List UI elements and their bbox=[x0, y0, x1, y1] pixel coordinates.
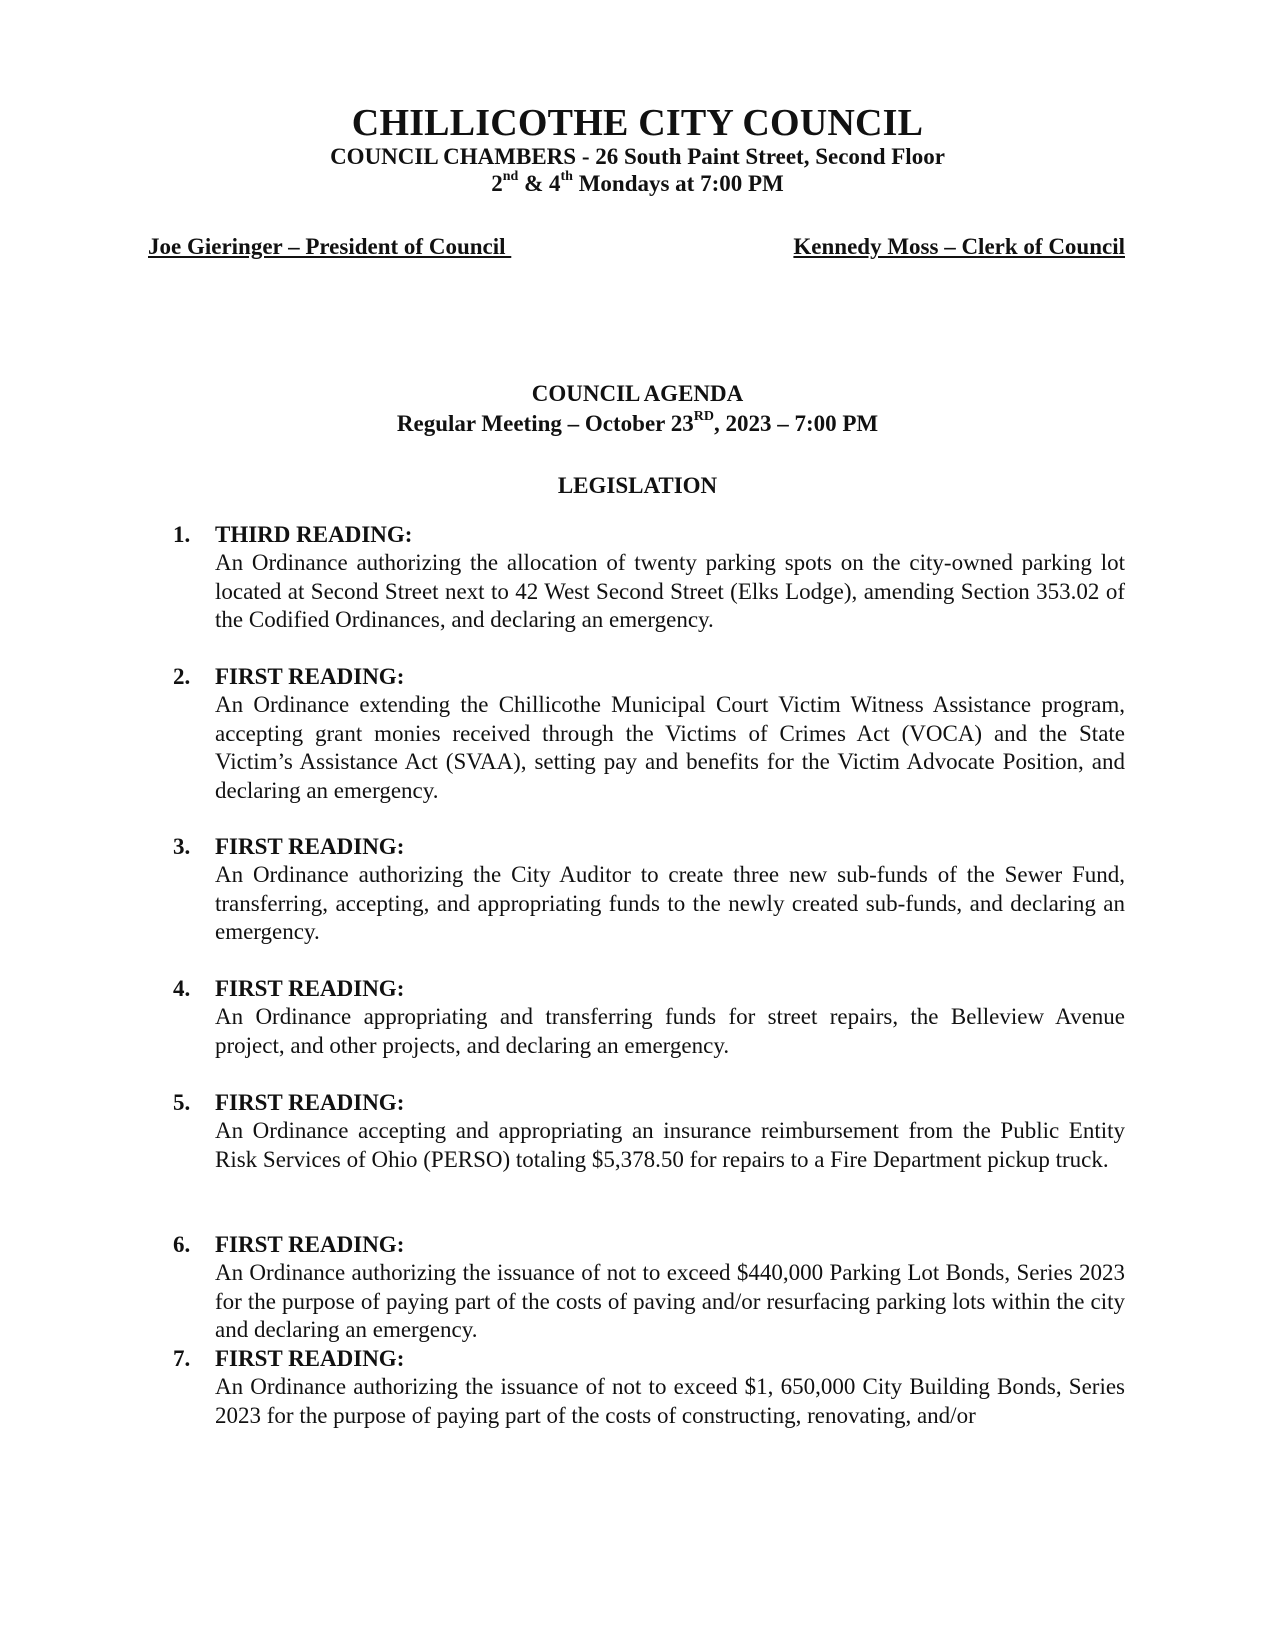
legislation-item-number: 3. bbox=[173, 834, 191, 859]
legislation-item bbox=[173, 975, 1125, 1060]
legislation-item-heading bbox=[173, 663, 1125, 691]
legislation-item-text: An Ordinance authorizing the City Auditor to create three new sub-funds of the Sewer Fund, transferring, accepting, and appropriating funds to the newly created sub-funds, and declaring an emergency. bbox=[215, 862, 1125, 944]
legislation-item bbox=[173, 521, 1125, 635]
legislation-item-reading: FIRST READING: bbox=[215, 834, 405, 859]
legislation-item-heading bbox=[173, 975, 1125, 1003]
legislation-item-text: An Ordinance authorizing the issuance of not to exceed $1, 650,000 City Building Bonds, Series 2023 for the purpose of paying part of the costs of constructing, renovating, and/or bbox=[215, 1374, 1125, 1428]
legislation-item-text: An Ordinance authorizing the issuance of not to exceed $440,000 Parking Lot Bonds, Series 2023 for the purpose of paying part of the costs of paving and/or resurfacing parking lots within the city and declaring an emergency. bbox=[215, 1260, 1125, 1342]
schedule-second-day: 4 bbox=[548, 171, 561, 196]
legislation-item-number: 5. bbox=[173, 1090, 191, 1115]
legislation-item-reading: FIRST READING: bbox=[215, 976, 405, 1001]
legislation-item bbox=[173, 1231, 1125, 1345]
legislation-item-heading bbox=[173, 1089, 1125, 1117]
legislation-item-text: An Ordinance authorizing the allocation of twenty parking spots on the city-owned parking lot located at Second Street next to 42 West Second Street (Elks Lodge), amending Section 353.02 of the Codified Ordinances, and declaring an emergency. bbox=[215, 550, 1125, 632]
legislation-item-number: 7. bbox=[173, 1346, 191, 1371]
meeting-date-line bbox=[0, 410, 1275, 438]
legislation-item-text: An Ordinance accepting and appropriating an insurance reimbursement from the Public Entity Risk Services of Ohio (PERSO) totaling $5,378.50 for repairs to a Fire Department pickup truck. bbox=[215, 1118, 1125, 1172]
schedule-first-suffix: nd bbox=[502, 169, 519, 185]
meeting-schedule bbox=[0, 170, 1275, 198]
legislation-item bbox=[173, 1089, 1125, 1174]
legislation-item-number: 6. bbox=[173, 1232, 191, 1257]
clerk-of-council: Kennedy Moss – Clerk of Council bbox=[793, 234, 1125, 259]
agenda-title: COUNCIL AGENDA bbox=[531, 381, 744, 406]
legislation-item-number: 2. bbox=[173, 664, 191, 689]
legislation-item bbox=[173, 1345, 1125, 1430]
legislation-item-reading: FIRST READING: bbox=[215, 1090, 405, 1115]
meeting-date-suffix: RD bbox=[693, 409, 714, 425]
legislation-item-number: 1. bbox=[173, 522, 191, 547]
legislation-item-reading: FIRST READING: bbox=[215, 1346, 405, 1371]
legislation-item-text: An Ordinance appropriating and transferring funds for street repairs, the Belleview Avenue project, and other projects, and declaring an emergency. bbox=[215, 1004, 1125, 1058]
schedule-time: Mondays at 7:00 PM bbox=[572, 171, 784, 196]
schedule-second-suffix: th bbox=[560, 169, 573, 185]
legislation-item bbox=[173, 663, 1125, 805]
legislation-item-heading bbox=[173, 521, 1125, 549]
schedule-first-day: 2 bbox=[491, 171, 503, 196]
president-of-council: Joe Gieringer – President of Council bbox=[148, 234, 512, 259]
legislation-item-text: An Ordinance extending the Chillicothe Municipal Court Victim Witness Assistance program, accepting grant monies received through the Victims of Crimes Act (VOCA) and the State Victim’s Assistance Act (SVAA), setting pay and benefits for the Victim Advocate Position, and declaring an emergency. bbox=[215, 692, 1125, 803]
legislation-item-reading: FIRST READING: bbox=[215, 664, 405, 689]
legislation-item-number: 4. bbox=[173, 976, 191, 1001]
legislation-item-heading bbox=[173, 833, 1125, 861]
meeting-date-prefix: Regular Meeting – October 23 bbox=[396, 411, 694, 436]
meeting-date-rest: , 2023 – 7:00 PM bbox=[713, 411, 879, 436]
council-chambers-address: COUNCIL CHAMBERS - 26 South Paint Street, Second Floor bbox=[330, 144, 945, 169]
legislation-item-heading bbox=[173, 1345, 1125, 1373]
legislation-item-reading: THIRD READING: bbox=[215, 522, 413, 547]
legislation-item-heading bbox=[173, 1231, 1125, 1259]
schedule-ampersand: & bbox=[518, 171, 549, 196]
legislation-item-reading: FIRST READING: bbox=[215, 1232, 405, 1257]
legislation-heading: LEGISLATION bbox=[557, 473, 718, 498]
page-title: CHILLICOTHE CITY COUNCIL bbox=[351, 102, 924, 144]
legislation-item bbox=[173, 833, 1125, 947]
